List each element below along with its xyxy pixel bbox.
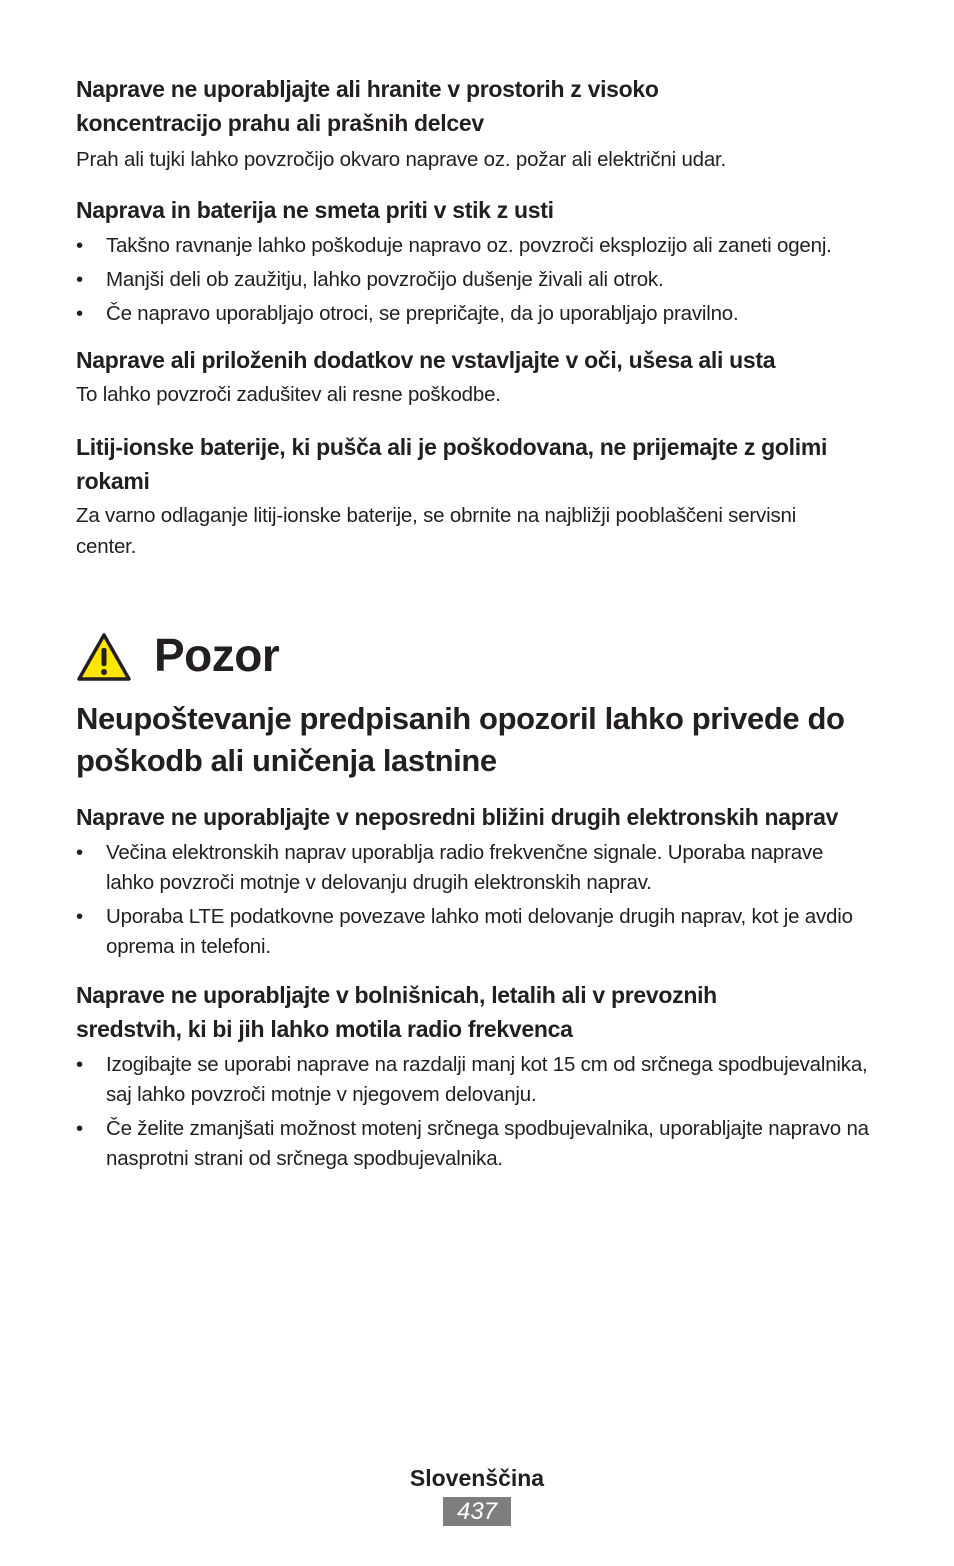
page-content [76, 72, 876, 1178]
section-text: To lahko povzroči zadušitev ali resne poškodbe. [76, 383, 501, 406]
bullet-list [76, 838, 876, 962]
list-item [76, 265, 876, 295]
section-heading: Litij-ionske baterije, ki pušča ali je poškodovana, ne prijemajte z golimi rokami [76, 434, 828, 494]
list-item [76, 1114, 876, 1174]
section-mouth-contact [76, 193, 876, 329]
warning-triangle-icon [76, 632, 132, 682]
page-footer [0, 1462, 954, 1526]
section-heading: Naprava in baterija ne smeta priti v stik z usti [76, 197, 554, 223]
section-electronic-devices [76, 800, 876, 962]
bullet-icon: • [76, 268, 83, 291]
list-item-text: Če napravo uporabljajo otroci, se prepričajte, da jo uporabljajo pravilno. [106, 302, 739, 325]
caution-title: Pozor [154, 629, 280, 681]
list-item [76, 231, 876, 261]
section-heading: Naprave ne uporabljajte ali hranite v prostorih z visoko koncentracijo prahu ali prašnih delcev [76, 76, 659, 136]
section-text: Prah ali tujki lahko povzročijo okvaro naprave oz. požar ali električni udar. [76, 148, 727, 171]
section-heading: Naprave ali priloženih dodatkov ne vstavljajte v oči, ušesa ali usta [76, 347, 776, 373]
footer-language: Slovenščina [409, 1465, 545, 1491]
section-dust [76, 72, 876, 175]
list-item-text: Manjši deli ob zaužitju, lahko povzročijo dušenje živali ali otrok. [106, 268, 664, 291]
section-text: Za varno odlaganje litij-ionske baterije, se obrnite na najbližji pooblaščeni servisni center. [76, 504, 797, 558]
section-heading: Naprave ne uporabljajte v neposredni bližini drugih elektronskih naprav [76, 804, 839, 830]
section-battery-leak [76, 430, 876, 562]
bullet-icon: • [76, 234, 83, 257]
list-item [76, 299, 876, 329]
bullet-icon: • [76, 1117, 83, 1140]
page-number: 437 [443, 1497, 511, 1526]
list-item [76, 838, 876, 898]
bullet-icon: • [76, 905, 83, 928]
list-item-text: Takšno ravnanje lahko poškoduje napravo oz. povzroči eksplozijo ali zaneti ogenj. [106, 234, 832, 257]
bullet-list [76, 231, 876, 329]
list-item-text: Izogibajte se uporabi naprave na razdalji manj kot 15 cm od srčnega spodbujevalnika, saj lahko povzroči motnje v njegovem delovanju. [106, 1053, 868, 1106]
list-item [76, 1050, 876, 1110]
list-item [76, 902, 876, 962]
section-eyes-ears [76, 343, 876, 410]
list-item-text: Če želite zmanjšati možnost motenj srčnega spodbujevalnika, uporabljajte napravo na nasprotni strani od srčnega spodbujevalnika. [106, 1117, 869, 1170]
bullet-icon: • [76, 841, 83, 864]
bullet-icon: • [76, 302, 83, 325]
bullet-icon: • [76, 1053, 83, 1076]
bullet-list [76, 1050, 876, 1174]
caution-subtitle: Neupoštevanje predpisanih opozoril lahko privede do poškodb ali uničenja lastnine [76, 701, 845, 778]
list-item-text: Večina elektronskih naprav uporablja radio frekvenčne signale. Uporaba naprave lahko povzroči motnje v delovanju drugih elektronskih naprav. [106, 841, 824, 894]
section-hospitals-aircraft [76, 978, 876, 1174]
section-heading: Naprave ne uporabljajte v bolnišnicah, letalih ali v prevoznih sredstvih, ki bi jih lahko motila radio frekvenca [76, 982, 717, 1042]
list-item-text: Uporaba LTE podatkovne povezave lahko moti delovanje drugih naprav, kot je avdio oprema in telefoni. [106, 905, 853, 958]
caution-header [76, 620, 876, 690]
